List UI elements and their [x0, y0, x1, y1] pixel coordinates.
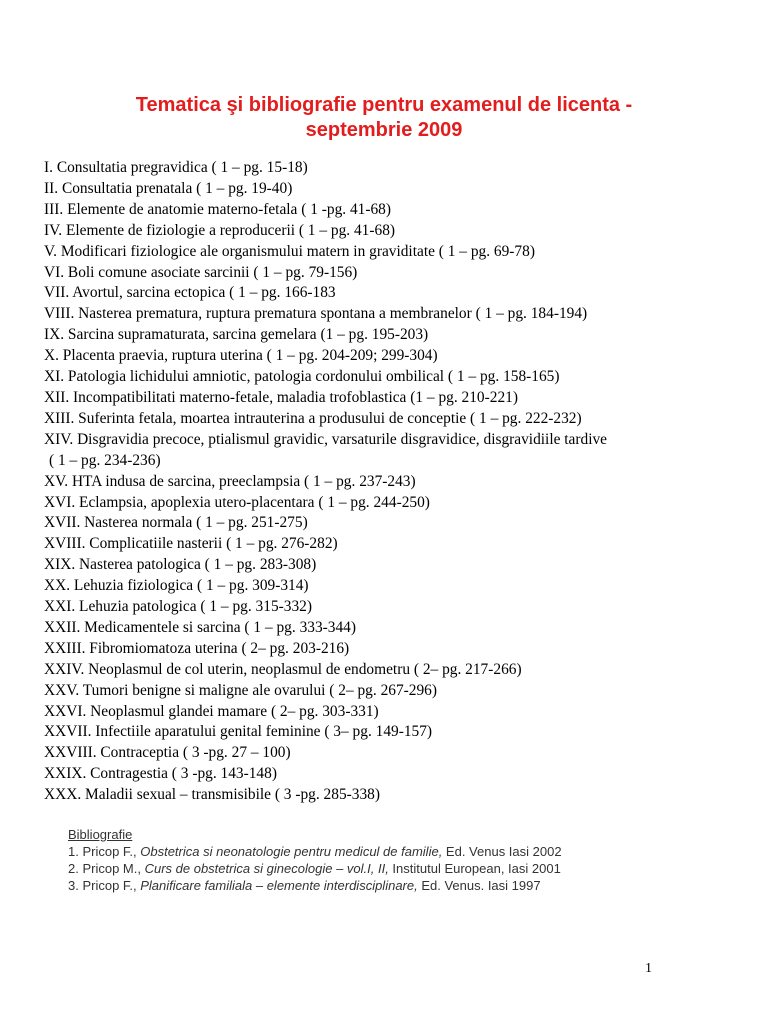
topic-text: XXVII. Infectiile aparatului genital feminine ( 3– pg. 149-157) — [44, 723, 433, 741]
topic-list — [44, 158, 759, 806]
topic-text: XXX. Maladii sexual – transmisibile ( 3 -pg. 285-338) — [44, 786, 380, 804]
topic-item — [44, 263, 759, 284]
topic-text-continuation: ( 1 – pg. 234-236) — [49, 451, 161, 469]
topic-item — [44, 702, 759, 723]
bibliography-publisher: Ed. Venus. Iasi 1997 — [417, 878, 541, 893]
topic-text: IX. Sarcina supramaturata, sarcina gemelara (1 – pg. 195-203) — [44, 326, 429, 344]
bibliography-entry — [68, 843, 748, 860]
topic-text: XV. HTA indusa de sarcina, preeclampsia ( 1 – pg. 237-243) — [44, 472, 416, 490]
bibliography-publisher: Ed. Venus Iasi 2002 — [442, 844, 562, 859]
topic-item — [44, 158, 759, 179]
bibliography-author: 2. Pricop M., — [68, 861, 145, 876]
topic-text: VIII. Nasterea prematura, ruptura prematura spontana a membranelor ( 1 – pg. 184-194) — [44, 305, 588, 323]
topic-item — [44, 722, 759, 743]
bibliography-book-title: Obstetrica si neonatologie pentru medicul de familie, — [140, 844, 443, 859]
topic-item — [44, 534, 759, 555]
topic-text: XXIII. Fibromiomatoza uterina ( 2– pg. 203-216) — [44, 639, 350, 657]
topic-text: X. Placenta praevia, ruptura uterina ( 1 – pg. 204-209; 299-304) — [44, 347, 438, 365]
topic-text: XXIV. Neoplasmul de col uterin, neoplasmul de endometru ( 2– pg. 217-266) — [44, 660, 522, 678]
topic-text: VII. Avortul, sarcina ectopica ( 1 – pg. 166-183 — [44, 284, 336, 302]
topic-item — [44, 325, 759, 346]
topic-item — [44, 639, 759, 660]
bibliography-section — [68, 826, 748, 894]
topic-item — [44, 200, 759, 221]
topic-item — [44, 388, 759, 409]
topic-item — [44, 555, 759, 576]
topic-text: II. Consultatia prenatala ( 1 – pg. 19-40) — [44, 179, 293, 197]
document-title — [0, 93, 768, 143]
topic-text: I. Consultatia pregravidica ( 1 – pg. 15-18) — [44, 159, 308, 176]
topic-item — [44, 367, 759, 388]
topic-text: XXV. Tumori benigne si maligne ale ovarului ( 2– pg. 267-296) — [44, 681, 437, 699]
topic-text: XXII. Medicamentele si sarcina ( 1 – pg. 333-344) — [44, 618, 356, 636]
topic-item — [44, 430, 759, 472]
topic-text: XII. Incompatibilitati materno-fetale, maladia trofoblastica (1 – pg. 210-221) — [44, 388, 518, 406]
topic-text: XXIX. Contragestia ( 3 -pg. 143-148) — [44, 765, 277, 783]
topic-item — [44, 743, 759, 764]
topic-item — [44, 618, 759, 639]
topic-item — [44, 304, 759, 325]
topic-text: XIV. Disgravidia precoce, ptialismul gravidic, varsaturile disgravidice, disgravidiile tardive — [44, 430, 608, 448]
topic-text: V. Modificari fiziologice ale organismului matern in graviditate ( 1 – pg. 69-78) — [44, 242, 535, 260]
topic-text: XVI. Eclampsia, apoplexia utero-placentara ( 1 – pg. 244-250) — [44, 493, 430, 511]
bibliography-publisher: Institutul European, Iasi 2001 — [388, 861, 561, 876]
page-number: 1 — [645, 961, 652, 976]
topic-text: XVII. Nasterea normala ( 1 – pg. 251-275) — [44, 514, 308, 532]
topic-item — [44, 409, 759, 430]
topic-text: XXI. Lehuzia patologica ( 1 – pg. 315-332) — [44, 598, 312, 616]
bibliography-entry — [68, 860, 748, 877]
topic-item — [44, 472, 759, 493]
bibliography-list — [68, 843, 748, 894]
bibliography-entry — [68, 877, 748, 894]
topic-text: XX. Lehuzia fiziologica ( 1 – pg. 309-314) — [44, 577, 309, 595]
topic-text: III. Elemente de anatomie materno-fetala ( 1 -pg. 41-68) — [44, 200, 391, 218]
topic-item — [44, 179, 759, 200]
topic-text: XIX. Nasterea patologica ( 1 – pg. 283-308) — [44, 556, 317, 574]
topic-item — [44, 513, 759, 534]
topic-item — [44, 576, 759, 597]
bibliography-author: 3. Pricop F., — [68, 878, 141, 893]
topic-text: VI. Boli comune asociate sarcinii ( 1 – pg. 79-156) — [44, 263, 358, 281]
topic-text: XXVIII. Contraceptia ( 3 -pg. 27 – 100) — [44, 744, 291, 762]
bibliography-book-title: Curs de obstetrica si ginecologie – vol.I, II, — [144, 861, 389, 876]
topic-text: XI. Patologia lichidului amniotic, patologia cordonului ombilical ( 1 – pg. 158-165) — [44, 368, 560, 386]
bibliography-heading: Bibliografie — [68, 827, 133, 842]
topic-item — [44, 221, 759, 242]
topic-item — [44, 597, 759, 618]
topic-text: XXVI. Neoplasmul glandei mamare ( 2– pg. 303-331) — [44, 702, 379, 720]
topic-text: IV. Elemente de fiziologie a reproducerii ( 1 – pg. 41-68) — [44, 221, 396, 239]
topic-item — [44, 681, 759, 702]
topic-item — [44, 283, 759, 304]
document-title-line-1: Tematica şi bibliografie pentru examenul de licenta - — [135, 94, 633, 116]
bibliography-book-title: Planificare familiala – elemente interdisciplinare, — [140, 878, 418, 893]
topic-item — [44, 764, 759, 785]
topic-item — [44, 660, 759, 681]
topic-text: XIII. Suferinta fetala, moartea intrauterina a produsului de conceptie ( 1 – pg. 222-232) — [44, 409, 582, 427]
topic-text: XVIII. Complicatiile nasterii ( 1 – pg. 276-282) — [44, 535, 338, 553]
topic-item — [44, 493, 759, 514]
document-title-line-2: septembrie 2009 — [305, 119, 463, 141]
bibliography-author: 1. Pricop F., — [68, 844, 141, 859]
topic-item — [44, 346, 759, 367]
topic-item — [44, 242, 759, 263]
topic-item — [44, 785, 759, 806]
